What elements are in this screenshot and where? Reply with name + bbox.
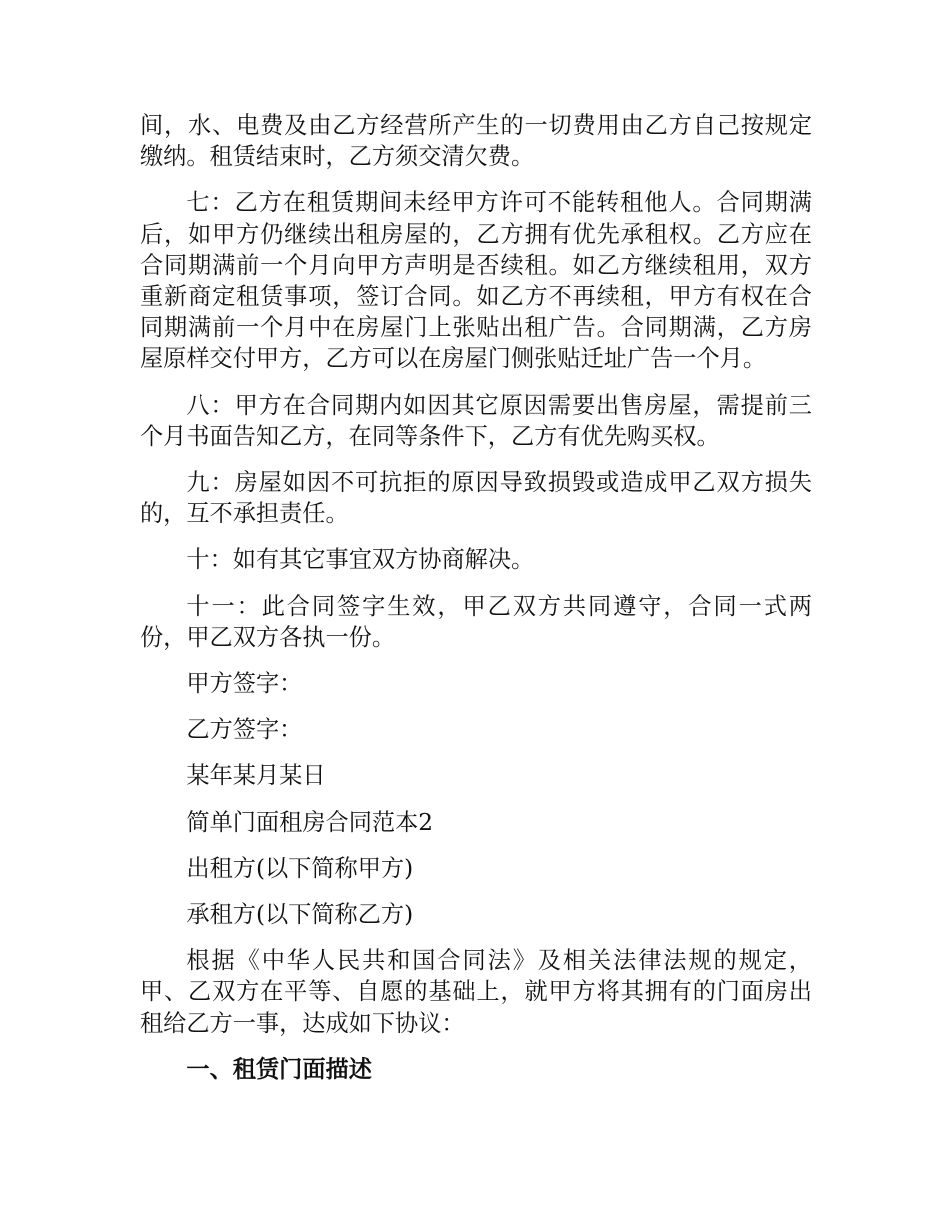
- clause-8: 八：甲方在合同期内如因其它原因需要出售房屋，需提前三个月书面告知乙方，在同等条件下，乙方有优先购买权。: [140, 391, 812, 450]
- document-body: [140, 110, 812, 1100]
- clause-10: 十：如有其它事宜双方协商解决。: [186, 546, 535, 574]
- clause-7: 七：乙方在租赁期间未经甲方许可不能转租他人。合同期满后，如甲方仍继续出租房屋的，乙方拥有优先承租权。乙方应在合同期满前一个月向甲方声明是否续租。如乙方继续租用，双方重新商定租赁事项，签订合同。如乙方不再续租，甲方有权在合同期满前一个月中在房屋门上张贴出租广告。合同期满，乙方房屋原样交付甲方，乙方可以在房屋门侧张贴迁址广告一个月。: [140, 189, 812, 373]
- clause-11: 十一：此合同签字生效，甲乙双方共同遵守，合同一式两份，甲乙双方各执一份。: [140, 592, 812, 651]
- intro-paragraph: 根据《中华人民共和国合同法》及相关法律法规的规定，甲、乙双方在平等、自愿的基础上，就甲方将其拥有的门面房出租给乙方一事，达成如下协议：: [140, 947, 812, 1037]
- section-title: 简单门面租房合同范本2: [186, 808, 434, 836]
- party-b-signature: 乙方签字：: [186, 716, 303, 744]
- lessor-label: 出租方(以下简称甲方): [186, 854, 414, 882]
- party-a-signature: 甲方签字：: [186, 670, 303, 698]
- paragraph-utilities: 间，水、电费及由乙方经营所产生的一切费用由乙方自己按规定缴纳。租赁结束时，乙方须交清欠费。: [140, 112, 812, 171]
- heading-rental-description: 一、租赁门面描述: [186, 1055, 372, 1083]
- clause-9: 九：房屋如因不可抗拒的原因导致损毁或造成甲乙双方损失的，互不承担责任。: [140, 469, 812, 528]
- signature-date: 某年某月某日: [186, 762, 326, 790]
- lessee-label: 承租方(以下简称乙方): [186, 901, 414, 929]
